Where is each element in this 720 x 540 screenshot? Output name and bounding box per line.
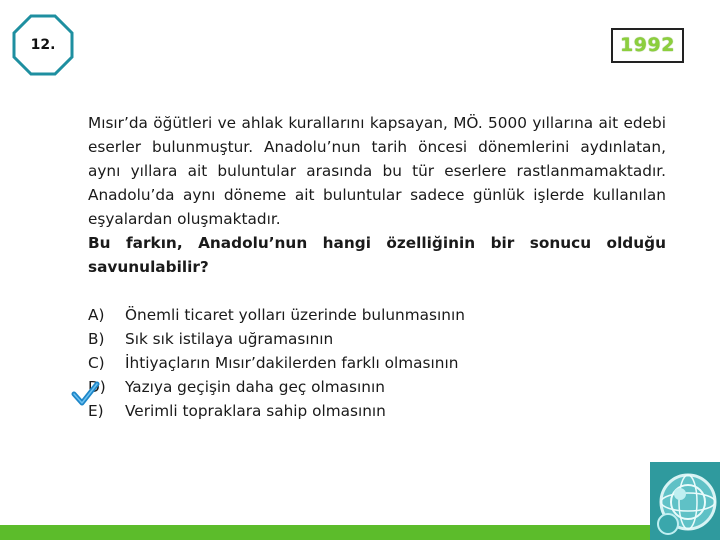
question-prompt: Bu farkın, Anadolu’nun hangi özelliğinin bir sonucu olduğu savunulabilir?: [88, 234, 666, 276]
option-text: İhtiyaçların Mısır’dakilerden farklı olmasının: [125, 354, 459, 372]
option-letter: C): [88, 354, 105, 372]
option-d[interactable]: [88, 375, 648, 399]
answer-options: [88, 303, 648, 423]
option-letter: E): [88, 402, 104, 420]
option-a[interactable]: [88, 303, 648, 327]
option-text: Sık sık istilaya uğramasının: [125, 330, 334, 348]
check-icon: [70, 379, 100, 409]
footer-bar: [0, 525, 650, 540]
option-text: Verimli topraklara sahip olmasının: [125, 402, 386, 420]
option-b[interactable]: [88, 327, 648, 351]
question-paragraph: Mısır’da öğütleri ve ahlak kurallarını kapsayan, MÖ. 5000 yıllarına ait edebi eserler bulunmuştur. Anadolu’nun tarih öncesi dönemlerini aydınlatan, aynı yıllara ait buluntular arasında bu tür eserlere rastlanmamaktadır. Anadolu’da aynı döneme ait buluntular sadece günlük işlerde kullanılan eşyalardan oluşmaktadır.: [88, 114, 666, 228]
question-text: [88, 111, 666, 279]
year-label: 1992: [611, 28, 684, 63]
option-c[interactable]: [88, 351, 648, 375]
globe-logo-icon: [650, 462, 720, 540]
option-text: Önemli ticaret yolları üzerinde bulunmasının: [125, 306, 465, 324]
option-letter: D): [88, 378, 106, 396]
option-e[interactable]: [88, 399, 648, 423]
option-letter: A): [88, 306, 105, 324]
option-text: Yazıya geçişin daha geç olmasının: [125, 378, 385, 396]
option-letter: B): [88, 330, 105, 348]
question-number: 12.: [30, 37, 56, 53]
question-number-badge: [12, 14, 74, 76]
